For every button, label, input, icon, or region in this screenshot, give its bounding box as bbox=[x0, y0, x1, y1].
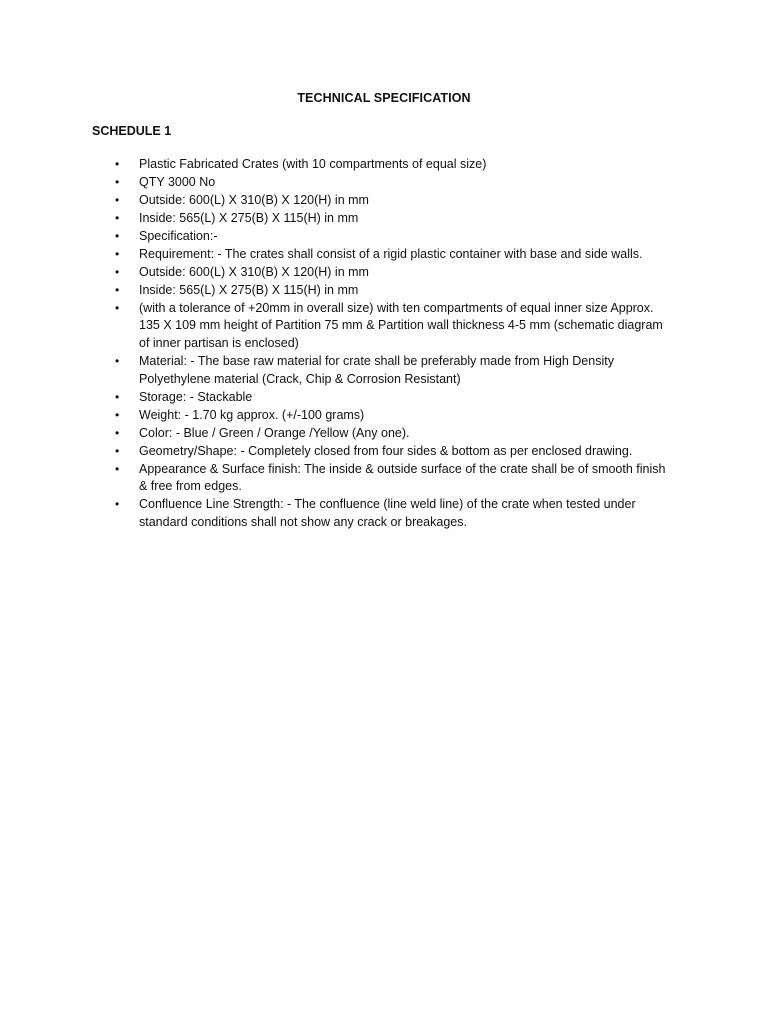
bullet-icon: • bbox=[115, 157, 120, 171]
list-item-text: Inside: 565(L) X 275(B) X 115(H) in mm bbox=[139, 282, 359, 297]
bullet-icon: • bbox=[115, 192, 120, 207]
specification-list bbox=[92, 156, 672, 532]
bullet-icon: • bbox=[115, 461, 120, 476]
list-item-text: Material: - The base raw material for crate shall be preferably made from High Density Polyethylene material (Crack, Chip & Corrosion Resistant) bbox=[139, 354, 614, 386]
list-item-text: Geometry/Shape: - Completely closed from four sides & bottom as per enclosed drawing. bbox=[139, 443, 633, 458]
list-item bbox=[92, 461, 672, 496]
list-item bbox=[92, 443, 672, 461]
bullet-icon: • bbox=[115, 443, 120, 458]
list-item bbox=[92, 496, 672, 531]
list-item bbox=[92, 210, 672, 228]
list-item-text: Color: - Blue / Green / Orange /Yellow (Any one). bbox=[139, 425, 410, 440]
list-item-text: Specification:- bbox=[139, 228, 218, 243]
bullet-icon: • bbox=[115, 210, 120, 225]
list-item bbox=[92, 264, 672, 282]
list-item bbox=[92, 228, 672, 246]
list-item bbox=[92, 353, 672, 388]
list-item bbox=[92, 425, 672, 443]
list-item bbox=[92, 282, 672, 300]
schedule-heading: SCHEDULE 1 bbox=[92, 124, 172, 138]
bullet-icon: • bbox=[115, 389, 120, 404]
bullet-icon: • bbox=[115, 264, 120, 279]
list-item-text: Inside: 565(L) X 275(B) X 115(H) in mm bbox=[139, 210, 359, 225]
list-item-text: Confluence Line Strength: - The confluence (line weld line) of the crate when tested under standard conditions shall not show any crack or breakages. bbox=[139, 497, 636, 529]
list-item bbox=[92, 246, 672, 264]
list-item bbox=[92, 407, 672, 425]
list-item bbox=[92, 174, 672, 192]
bullet-icon: • bbox=[115, 174, 120, 189]
list-item bbox=[92, 389, 672, 407]
list-item bbox=[92, 300, 672, 353]
bullet-icon: • bbox=[115, 407, 120, 422]
bullet-icon: • bbox=[115, 425, 120, 440]
list-item-text: Requirement: - The crates shall consist of a rigid plastic container with base and side walls. bbox=[139, 246, 643, 261]
list-item-text: Weight: - 1.70 kg approx. (+/-100 grams) bbox=[139, 407, 365, 422]
list-item-text: Plastic Fabricated Crates (with 10 compartments of equal size) bbox=[139, 157, 487, 171]
bullet-icon: • bbox=[115, 300, 120, 315]
bullet-icon: • bbox=[115, 354, 120, 369]
bullet-icon: • bbox=[115, 497, 120, 512]
list-item-text: (with a tolerance of +20mm in overall size) with ten compartments of equal inner size Approx. 135 X 109 mm height of Partition 75 mm & Partition wall thickness 4-5 mm (schematic diagram of inner partisan is enclosed) bbox=[139, 300, 663, 351]
bullet-icon: • bbox=[115, 228, 120, 243]
page-title: TECHNICAL SPECIFICATION bbox=[297, 91, 471, 105]
bullet-icon: • bbox=[115, 246, 120, 261]
bullet-icon: • bbox=[115, 282, 120, 297]
list-item bbox=[92, 192, 672, 210]
list-item-text: QTY 3000 No bbox=[139, 174, 216, 189]
list-item-text: Outside: 600(L) X 310(B) X 120(H) in mm bbox=[139, 192, 369, 207]
list-item-text: Outside: 600(L) X 310(B) X 120(H) in mm bbox=[139, 264, 369, 279]
list-item bbox=[92, 156, 672, 174]
list-item-text: Storage: - Stackable bbox=[139, 389, 253, 404]
list-item-text: Appearance & Surface finish: The inside & outside surface of the crate shall be of smooth finish & free from edges. bbox=[139, 461, 666, 494]
